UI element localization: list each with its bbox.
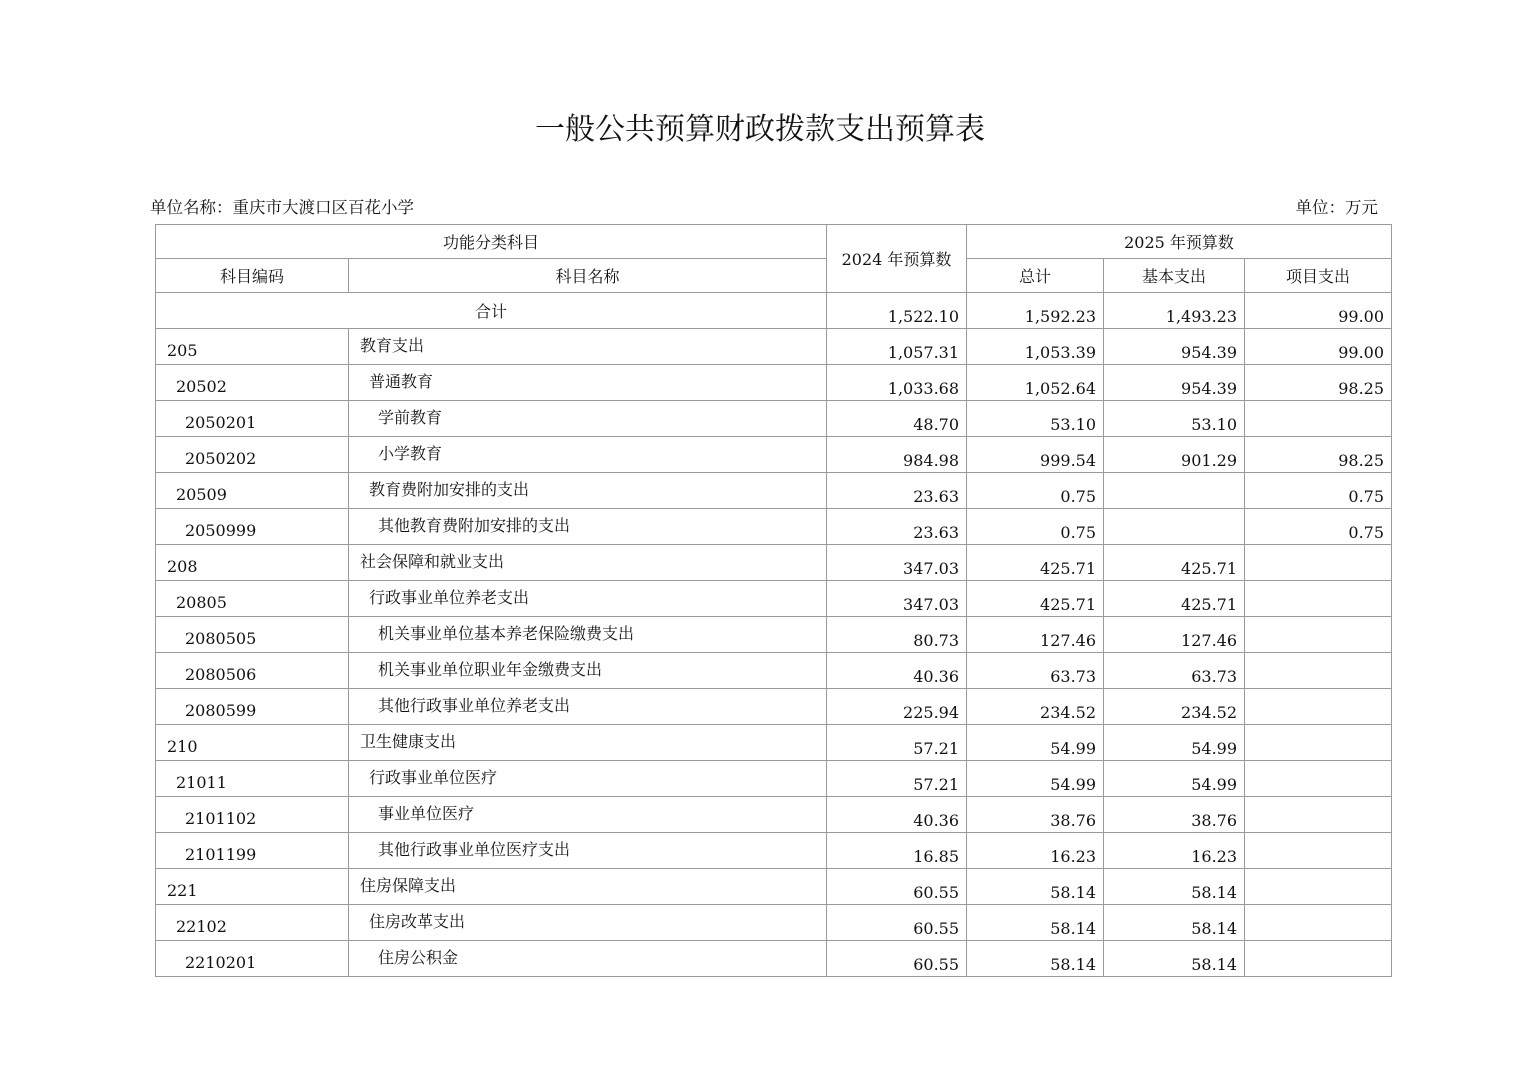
row-total: 54.99	[967, 761, 1104, 797]
row-name-text: 普通教育	[369, 372, 434, 391]
table-row	[156, 905, 1392, 941]
row-project: 0.75	[1245, 473, 1392, 509]
table-row	[156, 617, 1392, 653]
row-name-text: 卫生健康支出	[360, 732, 457, 751]
table-row	[156, 437, 1392, 473]
row-code	[156, 581, 349, 617]
row-basic: 954.39	[1104, 365, 1245, 401]
header-func-class: 功能分类科目	[156, 225, 827, 259]
row-name	[349, 437, 827, 473]
row-name	[349, 329, 827, 365]
total-project: 99.00	[1245, 293, 1392, 329]
row-project	[1245, 797, 1392, 833]
row-name-text: 行政事业单位养老支出	[369, 588, 530, 607]
row-name-text: 学前教育	[378, 408, 443, 427]
header-row-2	[156, 259, 1392, 293]
row-b2024: 48.70	[827, 401, 967, 437]
table-row	[156, 833, 1392, 869]
row-basic: 53.10	[1104, 401, 1245, 437]
row-code-text: 22102	[176, 917, 227, 936]
row-code-text: 2050202	[185, 449, 257, 468]
table-row	[156, 941, 1392, 977]
row-project	[1245, 905, 1392, 941]
row-total: 425.71	[967, 581, 1104, 617]
row-basic: 16.23	[1104, 833, 1245, 869]
row-project	[1245, 869, 1392, 905]
row-project: 98.25	[1245, 365, 1392, 401]
total-row	[156, 293, 1392, 329]
row-b2024: 60.55	[827, 869, 967, 905]
row-code-text: 221	[167, 881, 198, 900]
row-name-text: 事业单位医疗	[378, 804, 475, 823]
row-code	[156, 905, 349, 941]
row-name	[349, 509, 827, 545]
row-project	[1245, 653, 1392, 689]
row-name	[349, 761, 827, 797]
row-code	[156, 761, 349, 797]
row-code-text: 2050999	[185, 521, 257, 540]
row-code-text: 2050201	[185, 413, 257, 432]
row-basic: 58.14	[1104, 869, 1245, 905]
row-code	[156, 473, 349, 509]
row-code-text: 20509	[176, 485, 227, 504]
header-basic: 基本支出	[1104, 259, 1245, 293]
row-code-text: 205	[167, 341, 198, 360]
row-code	[156, 941, 349, 977]
row-project	[1245, 761, 1392, 797]
row-basic: 63.73	[1104, 653, 1245, 689]
row-total: 58.14	[967, 941, 1104, 977]
row-code	[156, 617, 349, 653]
row-name-text: 住房改革支出	[369, 912, 466, 931]
total-total: 1,592.23	[967, 293, 1104, 329]
row-code	[156, 689, 349, 725]
row-total: 234.52	[967, 689, 1104, 725]
row-basic: 954.39	[1104, 329, 1245, 365]
row-b2024: 23.63	[827, 473, 967, 509]
row-total: 54.99	[967, 725, 1104, 761]
row-project	[1245, 833, 1392, 869]
budget-table	[155, 224, 1392, 977]
row-code	[156, 437, 349, 473]
row-b2024: 23.63	[827, 509, 967, 545]
table-row	[156, 653, 1392, 689]
row-total: 127.46	[967, 617, 1104, 653]
row-project: 0.75	[1245, 509, 1392, 545]
row-name	[349, 365, 827, 401]
row-name-text: 其他行政事业单位养老支出	[378, 696, 571, 715]
row-basic: 58.14	[1104, 905, 1245, 941]
row-b2024: 57.21	[827, 761, 967, 797]
row-b2024: 347.03	[827, 545, 967, 581]
row-name	[349, 473, 827, 509]
row-basic: 234.52	[1104, 689, 1245, 725]
row-name-text: 教育费附加安排的支出	[369, 480, 530, 499]
row-name	[349, 581, 827, 617]
table-row	[156, 725, 1392, 761]
table-row	[156, 401, 1392, 437]
row-total: 63.73	[967, 653, 1104, 689]
row-code	[156, 365, 349, 401]
row-basic: 425.71	[1104, 581, 1245, 617]
row-basic: 38.76	[1104, 797, 1245, 833]
row-code	[156, 401, 349, 437]
row-total: 1,053.39	[967, 329, 1104, 365]
row-total: 425.71	[967, 545, 1104, 581]
table-row	[156, 581, 1392, 617]
row-name	[349, 545, 827, 581]
unit-name-label: 单位名称：重庆市大渡口区百花小学	[150, 198, 414, 217]
row-b2024: 40.36	[827, 653, 967, 689]
table-row	[156, 509, 1392, 545]
row-name	[349, 401, 827, 437]
page-title: 一般公共预算财政拨款支出预算表	[535, 112, 985, 147]
row-code	[156, 833, 349, 869]
row-total: 53.10	[967, 401, 1104, 437]
row-project	[1245, 725, 1392, 761]
row-b2024: 60.55	[827, 905, 967, 941]
row-basic: 58.14	[1104, 941, 1245, 977]
unit-label: 单位：万元	[1295, 198, 1378, 217]
row-b2024: 40.36	[827, 797, 967, 833]
row-name	[349, 833, 827, 869]
table-row	[156, 869, 1392, 905]
row-code-text: 2080506	[185, 665, 257, 684]
row-name-text: 其他行政事业单位医疗支出	[378, 840, 571, 859]
total-b2024: 1,522.10	[827, 293, 967, 329]
row-code-text: 2210201	[185, 953, 257, 972]
row-code-text: 210	[167, 737, 198, 756]
table-row	[156, 797, 1392, 833]
row-basic: 425.71	[1104, 545, 1245, 581]
row-basic: 54.99	[1104, 725, 1245, 761]
row-total: 16.23	[967, 833, 1104, 869]
row-code-text: 2101199	[185, 845, 257, 864]
row-basic	[1104, 509, 1245, 545]
row-code	[156, 509, 349, 545]
table-row	[156, 365, 1392, 401]
row-code	[156, 725, 349, 761]
table-row	[156, 689, 1392, 725]
row-project: 99.00	[1245, 329, 1392, 365]
table-row	[156, 329, 1392, 365]
row-project	[1245, 581, 1392, 617]
row-name	[349, 869, 827, 905]
row-name	[349, 797, 827, 833]
row-name-text: 住房公积金	[378, 948, 459, 967]
budget-table-body	[156, 225, 1392, 977]
row-project	[1245, 941, 1392, 977]
row-total: 0.75	[967, 509, 1104, 545]
row-code-text: 20805	[176, 593, 227, 612]
total-basic: 1,493.23	[1104, 293, 1245, 329]
row-total: 0.75	[967, 473, 1104, 509]
row-code-text: 2080505	[185, 629, 257, 648]
row-b2024: 80.73	[827, 617, 967, 653]
row-total: 58.14	[967, 869, 1104, 905]
row-total: 999.54	[967, 437, 1104, 473]
row-name-text: 机关事业单位基本养老保险缴费支出	[378, 624, 635, 643]
row-project	[1245, 401, 1392, 437]
row-name	[349, 617, 827, 653]
header-code: 科目编码	[156, 259, 349, 293]
row-b2024: 60.55	[827, 941, 967, 977]
row-name	[349, 905, 827, 941]
row-code	[156, 545, 349, 581]
row-project	[1245, 617, 1392, 653]
total-label: 合计	[156, 293, 827, 329]
row-total: 58.14	[967, 905, 1104, 941]
row-name-text: 机关事业单位职业年金缴费支出	[378, 660, 603, 679]
row-name	[349, 725, 827, 761]
row-b2024: 347.03	[827, 581, 967, 617]
row-name-text: 住房保障支出	[360, 876, 457, 895]
header-project: 项目支出	[1245, 259, 1392, 293]
row-name-text: 社会保障和就业支出	[360, 552, 505, 571]
row-name	[349, 689, 827, 725]
row-total: 38.76	[967, 797, 1104, 833]
row-total: 1,052.64	[967, 365, 1104, 401]
row-b2024: 225.94	[827, 689, 967, 725]
table-row	[156, 761, 1392, 797]
row-name-text: 其他教育费附加安排的支出	[378, 516, 571, 535]
row-project	[1245, 545, 1392, 581]
row-code	[156, 797, 349, 833]
row-code-text: 21011	[176, 773, 227, 792]
row-b2024: 1,033.68	[827, 365, 967, 401]
header-row-1	[156, 225, 1392, 259]
table-row	[156, 545, 1392, 581]
row-code	[156, 869, 349, 905]
header-budget-2025: 2025 年预算数	[967, 225, 1392, 259]
row-b2024: 1,057.31	[827, 329, 967, 365]
row-basic: 901.29	[1104, 437, 1245, 473]
row-b2024: 984.98	[827, 437, 967, 473]
row-b2024: 57.21	[827, 725, 967, 761]
table-row	[156, 473, 1392, 509]
row-code-text: 2080599	[185, 701, 257, 720]
row-name	[349, 653, 827, 689]
row-name-text: 小学教育	[378, 444, 443, 463]
row-name	[349, 941, 827, 977]
row-name-text: 行政事业单位医疗	[369, 768, 498, 787]
row-project: 98.25	[1245, 437, 1392, 473]
header-total: 总计	[967, 259, 1104, 293]
row-basic: 127.46	[1104, 617, 1245, 653]
row-code-text: 2101102	[185, 809, 257, 828]
row-code	[156, 329, 349, 365]
row-basic: 54.99	[1104, 761, 1245, 797]
header-budget-2024: 2024 年预算数	[827, 225, 967, 293]
row-code-text: 208	[167, 557, 198, 576]
row-code	[156, 653, 349, 689]
row-project	[1245, 689, 1392, 725]
row-name-text: 教育支出	[360, 336, 425, 355]
row-b2024: 16.85	[827, 833, 967, 869]
row-code-text: 20502	[176, 377, 227, 396]
row-basic	[1104, 473, 1245, 509]
header-name: 科目名称	[349, 259, 827, 293]
